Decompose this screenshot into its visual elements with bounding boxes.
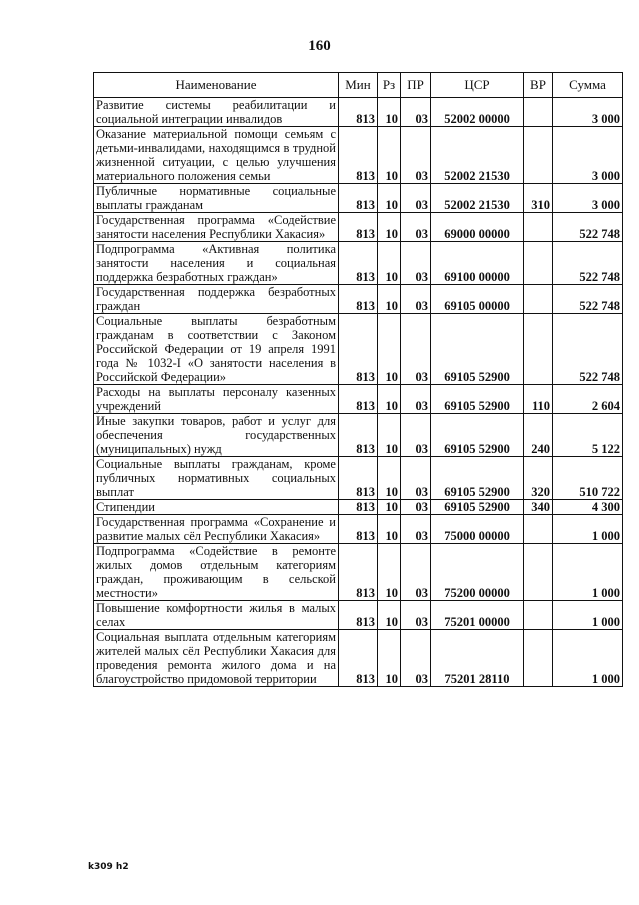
cell-vr bbox=[524, 314, 553, 385]
cell-rz: 10 bbox=[378, 285, 401, 314]
cell-min: 813 bbox=[339, 184, 378, 213]
cell-name: Повышение комфортности жилья в малых селах bbox=[94, 601, 339, 630]
cell-pr: 03 bbox=[401, 544, 431, 601]
cell-sum: 1 000 bbox=[553, 630, 623, 687]
table-row bbox=[94, 515, 623, 544]
cell-vr bbox=[524, 127, 553, 184]
cell-pr: 03 bbox=[401, 414, 431, 457]
cell-vr: 110 bbox=[524, 385, 553, 414]
cell-sum: 3 000 bbox=[553, 184, 623, 213]
cell-sum: 1 000 bbox=[553, 515, 623, 544]
cell-vr bbox=[524, 242, 553, 285]
table-row bbox=[94, 127, 623, 184]
budget-table bbox=[93, 72, 623, 687]
header-name: Наименование bbox=[94, 73, 339, 98]
cell-sum: 4 300 bbox=[553, 500, 623, 515]
cell-min: 813 bbox=[339, 242, 378, 285]
cell-rz: 10 bbox=[378, 457, 401, 500]
cell-name: Развитие системы реабилитации и социальной интеграции инвалидов bbox=[94, 98, 339, 127]
cell-rz: 10 bbox=[378, 515, 401, 544]
header-csr: ЦСР bbox=[431, 73, 524, 98]
cell-sum: 1 000 bbox=[553, 544, 623, 601]
cell-pr: 03 bbox=[401, 500, 431, 515]
header-min: Мин bbox=[339, 73, 378, 98]
cell-rz: 10 bbox=[378, 127, 401, 184]
cell-csr: 69105 52900 bbox=[431, 414, 524, 457]
cell-min: 813 bbox=[339, 544, 378, 601]
cell-name: Расходы на выплаты персоналу казенных учреждений bbox=[94, 385, 339, 414]
footer-code: k309 h2 bbox=[88, 862, 129, 872]
cell-sum: 2 604 bbox=[553, 385, 623, 414]
cell-vr bbox=[524, 98, 553, 127]
cell-csr: 69100 00000 bbox=[431, 242, 524, 285]
cell-sum: 5 122 bbox=[553, 414, 623, 457]
cell-vr: 320 bbox=[524, 457, 553, 500]
table-row bbox=[94, 242, 623, 285]
cell-vr bbox=[524, 630, 553, 687]
cell-name: Государственная программа «Содействие занятости населения Республики Хакасия» bbox=[94, 213, 339, 242]
cell-min: 813 bbox=[339, 98, 378, 127]
table-row bbox=[94, 314, 623, 385]
cell-csr: 75201 00000 bbox=[431, 601, 524, 630]
cell-pr: 03 bbox=[401, 285, 431, 314]
table-row bbox=[94, 500, 623, 515]
cell-min: 813 bbox=[339, 285, 378, 314]
cell-vr: 310 bbox=[524, 184, 553, 213]
cell-sum: 522 748 bbox=[553, 213, 623, 242]
cell-sum: 1 000 bbox=[553, 601, 623, 630]
cell-min: 813 bbox=[339, 630, 378, 687]
cell-csr: 75200 00000 bbox=[431, 544, 524, 601]
cell-vr bbox=[524, 213, 553, 242]
table-row bbox=[94, 98, 623, 127]
cell-csr: 75000 00000 bbox=[431, 515, 524, 544]
cell-pr: 03 bbox=[401, 184, 431, 213]
table-row bbox=[94, 385, 623, 414]
cell-csr: 75201 28110 bbox=[431, 630, 524, 687]
cell-rz: 10 bbox=[378, 544, 401, 601]
cell-min: 813 bbox=[339, 314, 378, 385]
cell-rz: 10 bbox=[378, 500, 401, 515]
cell-min: 813 bbox=[339, 500, 378, 515]
header-pr: ПР bbox=[401, 73, 431, 98]
cell-pr: 03 bbox=[401, 314, 431, 385]
cell-vr: 240 bbox=[524, 414, 553, 457]
cell-rz: 10 bbox=[378, 242, 401, 285]
cell-min: 813 bbox=[339, 601, 378, 630]
cell-name: Социальные выплаты безработным гражданам в соответствии с Законом Российской Федерации от 19 апреля 1991 года № 1032-I «О занятости населения в Российской Федерации» bbox=[94, 314, 339, 385]
cell-vr bbox=[524, 601, 553, 630]
cell-name: Социальная выплата отдельным категориям жителей малых сёл Республики Хакасия для проведения ремонта жилого дома и на благоустройство придомовой территории bbox=[94, 630, 339, 687]
cell-csr: 52002 21530 bbox=[431, 184, 524, 213]
cell-pr: 03 bbox=[401, 98, 431, 127]
cell-sum: 510 722 bbox=[553, 457, 623, 500]
table-row bbox=[94, 630, 623, 687]
cell-name: Оказание материальной помощи семьям с детьми-инвалидами, находящимся в трудной жизненной ситуации, с целью улучшения материального положения семьи bbox=[94, 127, 339, 184]
header-row bbox=[94, 73, 623, 98]
cell-pr: 03 bbox=[401, 457, 431, 500]
cell-min: 813 bbox=[339, 457, 378, 500]
cell-rz: 10 bbox=[378, 601, 401, 630]
table-row bbox=[94, 457, 623, 500]
table-row bbox=[94, 285, 623, 314]
table-row bbox=[94, 601, 623, 630]
cell-pr: 03 bbox=[401, 630, 431, 687]
cell-rz: 10 bbox=[378, 385, 401, 414]
cell-vr bbox=[524, 515, 553, 544]
page-number: 160 bbox=[308, 38, 331, 54]
cell-rz: 10 bbox=[378, 414, 401, 457]
cell-min: 813 bbox=[339, 127, 378, 184]
cell-sum: 522 748 bbox=[553, 314, 623, 385]
cell-sum: 3 000 bbox=[553, 98, 623, 127]
cell-name: Иные закупки товаров, работ и услуг для обеспечения государственных (муниципальных) нужд bbox=[94, 414, 339, 457]
cell-min: 813 bbox=[339, 515, 378, 544]
cell-pr: 03 bbox=[401, 601, 431, 630]
cell-name: Подпрограмма «Активная политика занятости населения и социальная поддержка безработных граждан» bbox=[94, 242, 339, 285]
cell-min: 813 bbox=[339, 414, 378, 457]
cell-name: Подпрограмма «Содействие в ремонте жилых домов отдельным категориям граждан, проживающим в сельской местности» bbox=[94, 544, 339, 601]
cell-rz: 10 bbox=[378, 184, 401, 213]
cell-name: Государственная поддержка безработных граждан bbox=[94, 285, 339, 314]
header-sum: Сумма bbox=[553, 73, 623, 98]
header-vr: ВР bbox=[524, 73, 553, 98]
cell-name: Стипендии bbox=[94, 500, 339, 515]
cell-name: Публичные нормативные социальные выплаты гражданам bbox=[94, 184, 339, 213]
cell-rz: 10 bbox=[378, 314, 401, 385]
table-row bbox=[94, 184, 623, 213]
table-row bbox=[94, 213, 623, 242]
cell-vr: 340 bbox=[524, 500, 553, 515]
cell-rz: 10 bbox=[378, 213, 401, 242]
cell-pr: 03 bbox=[401, 515, 431, 544]
cell-vr bbox=[524, 544, 553, 601]
cell-csr: 69105 52900 bbox=[431, 314, 524, 385]
cell-csr: 69105 52900 bbox=[431, 457, 524, 500]
cell-rz: 10 bbox=[378, 630, 401, 687]
header-rz: Рз bbox=[378, 73, 401, 98]
cell-vr bbox=[524, 285, 553, 314]
cell-sum: 522 748 bbox=[553, 242, 623, 285]
cell-csr: 52002 00000 bbox=[431, 98, 524, 127]
cell-sum: 522 748 bbox=[553, 285, 623, 314]
cell-csr: 69000 00000 bbox=[431, 213, 524, 242]
cell-name: Государственная программа «Сохранение и развитие малых сёл Республики Хакасия» bbox=[94, 515, 339, 544]
cell-pr: 03 bbox=[401, 385, 431, 414]
cell-sum: 3 000 bbox=[553, 127, 623, 184]
cell-min: 813 bbox=[339, 385, 378, 414]
cell-pr: 03 bbox=[401, 127, 431, 184]
table-row bbox=[94, 414, 623, 457]
cell-csr: 69105 52900 bbox=[431, 500, 524, 515]
cell-csr: 52002 21530 bbox=[431, 127, 524, 184]
cell-csr: 69105 00000 bbox=[431, 285, 524, 314]
cell-min: 813 bbox=[339, 213, 378, 242]
cell-pr: 03 bbox=[401, 213, 431, 242]
cell-pr: 03 bbox=[401, 242, 431, 285]
cell-rz: 10 bbox=[378, 98, 401, 127]
cell-csr: 69105 52900 bbox=[431, 385, 524, 414]
cell-name: Социальные выплаты гражданам, кроме публичных нормативных социальных выплат bbox=[94, 457, 339, 500]
table-row bbox=[94, 544, 623, 601]
